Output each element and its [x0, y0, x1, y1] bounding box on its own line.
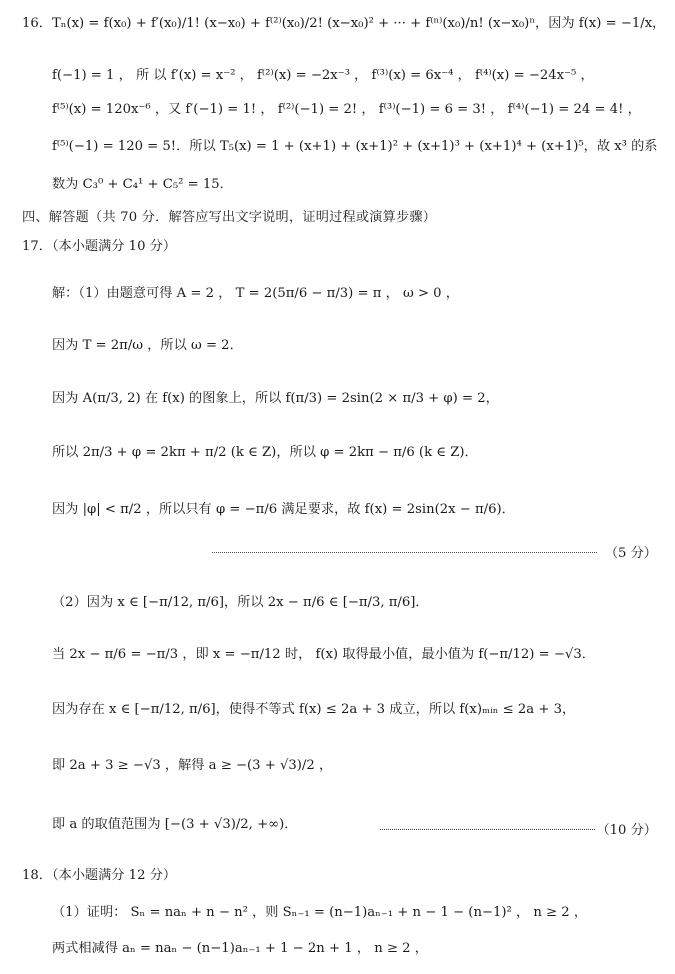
- q17-part2-line-4: 即 2a + 3 ≥ −√3 ，解得 a ≥ −(3 + √3)/2 ，: [52, 758, 333, 773]
- q18-line-2: 两式相减得 aₙ = naₙ − (n−1)aₙ₋₁ + 1 − 2n + 1 ， n ≥ 2 ，: [52, 941, 428, 956]
- q17-part1-line-3: 因为 A(π/3, 2) 在 f(x) 的图象上，所以 f(π/3) = 2sin(2 × π/3 + φ) = 2，: [52, 391, 499, 406]
- q17-part1-line-2: 因为 T = 2π/ω ，所以 ω = 2．: [52, 338, 243, 353]
- q17-title: 17．（本小题满分 10 分）: [22, 239, 177, 254]
- section-4-heading: 四、解答题（共 70 分．解答应写出文字说明，证明过程或演算步骤）: [22, 210, 437, 225]
- q17-part1-line-1: 解：（1）由题意可得 A = 2 ， T = 2(5π/6 − π/3) = π ， ω > 0 ，: [52, 286, 459, 301]
- q16-line-1: 16．Tₙ(x) = f(x₀) + f′(x₀)/1! (x−x₀) + f⁽²⁾(x₀)/2! (x−x₀)² + ··· + f⁽ⁿ⁾(x₀)/n! (x−x₀)ⁿ，因为 f(x) = −1/x，: [22, 16, 666, 31]
- q16-line-2: f(−1) = 1 ， 所 以 f′(x) = x⁻² ， f⁽²⁾(x) = −2x⁻³ ， f⁽³⁾(x) = 6x⁻⁴ ， f⁽⁴⁾(x) = −24x⁻⁵ ，: [52, 68, 594, 83]
- score-leader-dots-1: [212, 552, 597, 553]
- q17-part1-line-5: 因为 |φ| < π/2 ，所以只有 φ = −π/6 满足要求，故 f(x) = 2sin(2x − π/6)．: [52, 502, 515, 517]
- q16-line-4: f⁽⁵⁾(−1) = 120 = 5!．所以 T₅(x) = 1 + (x+1) + (x+1)² + (x+1)³ + (x+1)⁴ + (x+1)⁵，故 x³ 的系: [52, 139, 658, 154]
- q18-title: 18．（本小题满分 12 分）: [22, 868, 177, 883]
- q16-line-5: 数为 C₃⁰ + C₄¹ + C₅² = 15．: [52, 177, 233, 192]
- q18-line-1: （1）证明： Sₙ = naₙ + n − n² ，则 Sₙ₋₁ = (n−1)aₙ₋₁ + n − 1 − (n−1)² ， n ≥ 2 ，: [52, 905, 588, 920]
- q16-line-3: f⁽⁵⁾(x) = 120x⁻⁶ ，又 f′(−1) = 1! ， f⁽²⁾(−1) = 2! ， f⁽³⁾(−1) = 6 = 3! ， f⁽⁴⁾(−1) = 24 = 4! ，: [52, 102, 641, 117]
- score-marker-10: （10 分）: [596, 823, 657, 838]
- q17-part2-line-5: 即 a 的取值范围为 [−(3 + √3)/2, +∞)．: [52, 817, 298, 832]
- q17-part2-line-1: （2）因为 x ∈ [−π/12, π/6]，所以 2x − π/6 ∈ [−π/3, π/6]．: [52, 595, 429, 610]
- score-leader-dots-2: [380, 829, 595, 830]
- q17-part1-line-4: 所以 2π/3 + φ = 2kπ + π/2 (k ∈ Z)，所以 φ = 2kπ − π/6 (k ∈ Z)．: [52, 445, 478, 460]
- q17-part2-line-2: 当 2x − π/6 = −π/3 ，即 x = −π/12 时， f(x) 取得最小值，最小值为 f(−π/12) = −√3．: [52, 647, 595, 662]
- q17-part2-line-3: 因为存在 x ∈ [−π/12, π/6]，使得不等式 f(x) ≤ 2a + 3 成立，所以 f(x)ₘᵢₙ ≤ 2a + 3，: [52, 702, 576, 717]
- score-marker-5: （5 分）: [604, 546, 657, 561]
